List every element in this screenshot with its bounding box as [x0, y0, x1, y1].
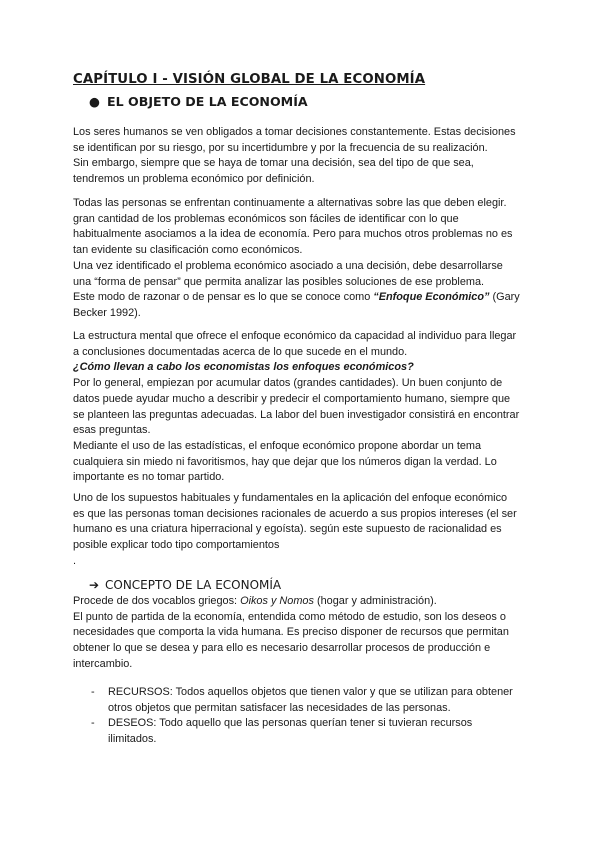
origin-line: Procede de dos vocablos griegos: Oikos y Nomos (hogar y administración).: [73, 595, 437, 607]
paragraph-line: se planteen las preguntas adecuadas. La labor del buen investigador consistirá en encontrar: [73, 408, 520, 421]
dash-bullet: -: [91, 686, 95, 698]
dash-bullet: -: [91, 717, 95, 729]
section-heading-concepto: [89, 578, 281, 592]
paragraph-line: El punto de partida de la economía, entendida como método de estudio, son los deseos o: [73, 610, 506, 623]
greek-words: Oikos y Nomos: [240, 595, 314, 607]
paragraph-line: Becker 1992).: [73, 306, 141, 319]
paragraph-6: [73, 594, 543, 673]
bullet-icon: ●: [89, 94, 100, 109]
paragraph-line: importante es no tomar partido.: [73, 471, 225, 484]
paragraph-line: es que las personas toman decisiones racionales de acuerdo a sus propios intereses (el ser: [73, 507, 517, 520]
paragraph-line: .: [73, 554, 77, 567]
paragraph-line: Por lo general, empiezan por acumular datos (grandes cantidades). Un buen conjunto de: [73, 377, 503, 390]
section-heading-text: EL OBJETO DE LA ECONOMÍA: [107, 94, 308, 109]
paragraph-line: tan evidente su clasificación como económicos.: [73, 244, 303, 257]
section-heading-objeto: [89, 94, 308, 109]
paragraph-line: datos puede ayudar mucho a describir y predecir el comportamiento humano, siempre que: [73, 392, 511, 405]
arrow-right-icon: ➔: [89, 578, 100, 592]
paragraph-line: Uno de los supuestos habituales y fundamentales en la aplicación del enfoque económico: [73, 492, 508, 504]
paragraph-line: Los seres humanos se ven obligados a tomar decisiones constantemente. Estas decisiones: [73, 126, 516, 138]
paragraph-line: posible explicar todo tipo comportamientos: [73, 539, 280, 552]
list-item-line: otros objetos que permitan satisfacer las necesidades de las personas.: [108, 701, 451, 714]
paragraph-line: Una vez identificado el problema económico asociado a una decisión, debe desarrollarse: [73, 259, 503, 272]
paragraph-line: Sin embargo, siempre que se haya de tomar una decisión, sea del tipo de que sea,: [73, 157, 474, 170]
chapter-title: CAPÍTULO I - VISIÓN GLOBAL DE LA ECONOMÍA: [73, 72, 426, 87]
list-item-line: ilimitados.: [108, 732, 157, 745]
paragraph-line: necesidades que comporta la vida humana. Es preciso disponer de recursos que permitan: [73, 626, 509, 639]
paragraph-line: una “forma de pensar” que permita analizar las posibles soluciones de ese problema.: [73, 275, 485, 288]
paragraph-line: habitualmente asociamos a la idea de economía. Pero para muchos otros problemas no es: [73, 228, 513, 241]
paragraph-line: Mediante el uso de las estadísticas, el enfoque económico propone abordar un tema: [73, 439, 482, 452]
paragraph-5: [73, 491, 543, 570]
paragraph-line: Todas las personas se enfrentan continuamente a alternativas sobre las que deben elegir.: [73, 197, 507, 209]
question-heading: ¿Cómo llevan a cabo los economistas los enfoques económicos?: [73, 361, 414, 374]
paragraph-line-enfoque: Este modo de razonar o de pensar es lo que se conoce como “Enfoque Económico” (Gary: [73, 291, 520, 304]
paragraph-line: La estructura mental que ofrece el enfoque económico da capacidad al individuo para llegar: [73, 330, 517, 342]
paragraph-line: intercambio.: [73, 657, 133, 670]
section-heading-text: CONCEPTO DE LA ECONOMÍA: [105, 578, 282, 592]
enfoque-economico-emphasis: “Enfoque Económico”: [373, 291, 490, 304]
paragraph-line: cualquiera sin miedo ni favoritismos, hay que dejar que los números digan la verdad. Lo: [73, 455, 497, 468]
list-item-line: DESEOS: Todo aquello que las personas querían tener si tuvieran recursos: [108, 717, 473, 729]
paragraph-line: gran cantidad de los problemas económicos son fáciles de identificar con lo que: [73, 212, 459, 225]
paragraph-1: [73, 125, 543, 188]
paragraph-line: se identifican por su riesgo, por su incertidumbre y por la frecuencia de su realización.: [73, 141, 488, 154]
paragraph-line: humano es una criatura hiperracional y egoísta). según este supuesto de racionalidad es: [73, 523, 502, 536]
paragraph-line: a conclusiones documentadas acerca de lo que sucede en el mundo.: [73, 345, 408, 358]
paragraph-3: [73, 329, 543, 486]
paragraph-line: esas preguntas.: [73, 424, 151, 437]
paragraph-line: tendremos un problema económico por definición.: [73, 173, 315, 186]
paragraph-2: [73, 196, 543, 322]
paragraph-line: obtener lo que se desea y para ello es necesario desarrollar procesos de producción e: [73, 642, 491, 655]
list-item-line: RECURSOS: Todos aquellos objetos que tienen valor y que se utilizan para obtener: [108, 686, 513, 698]
